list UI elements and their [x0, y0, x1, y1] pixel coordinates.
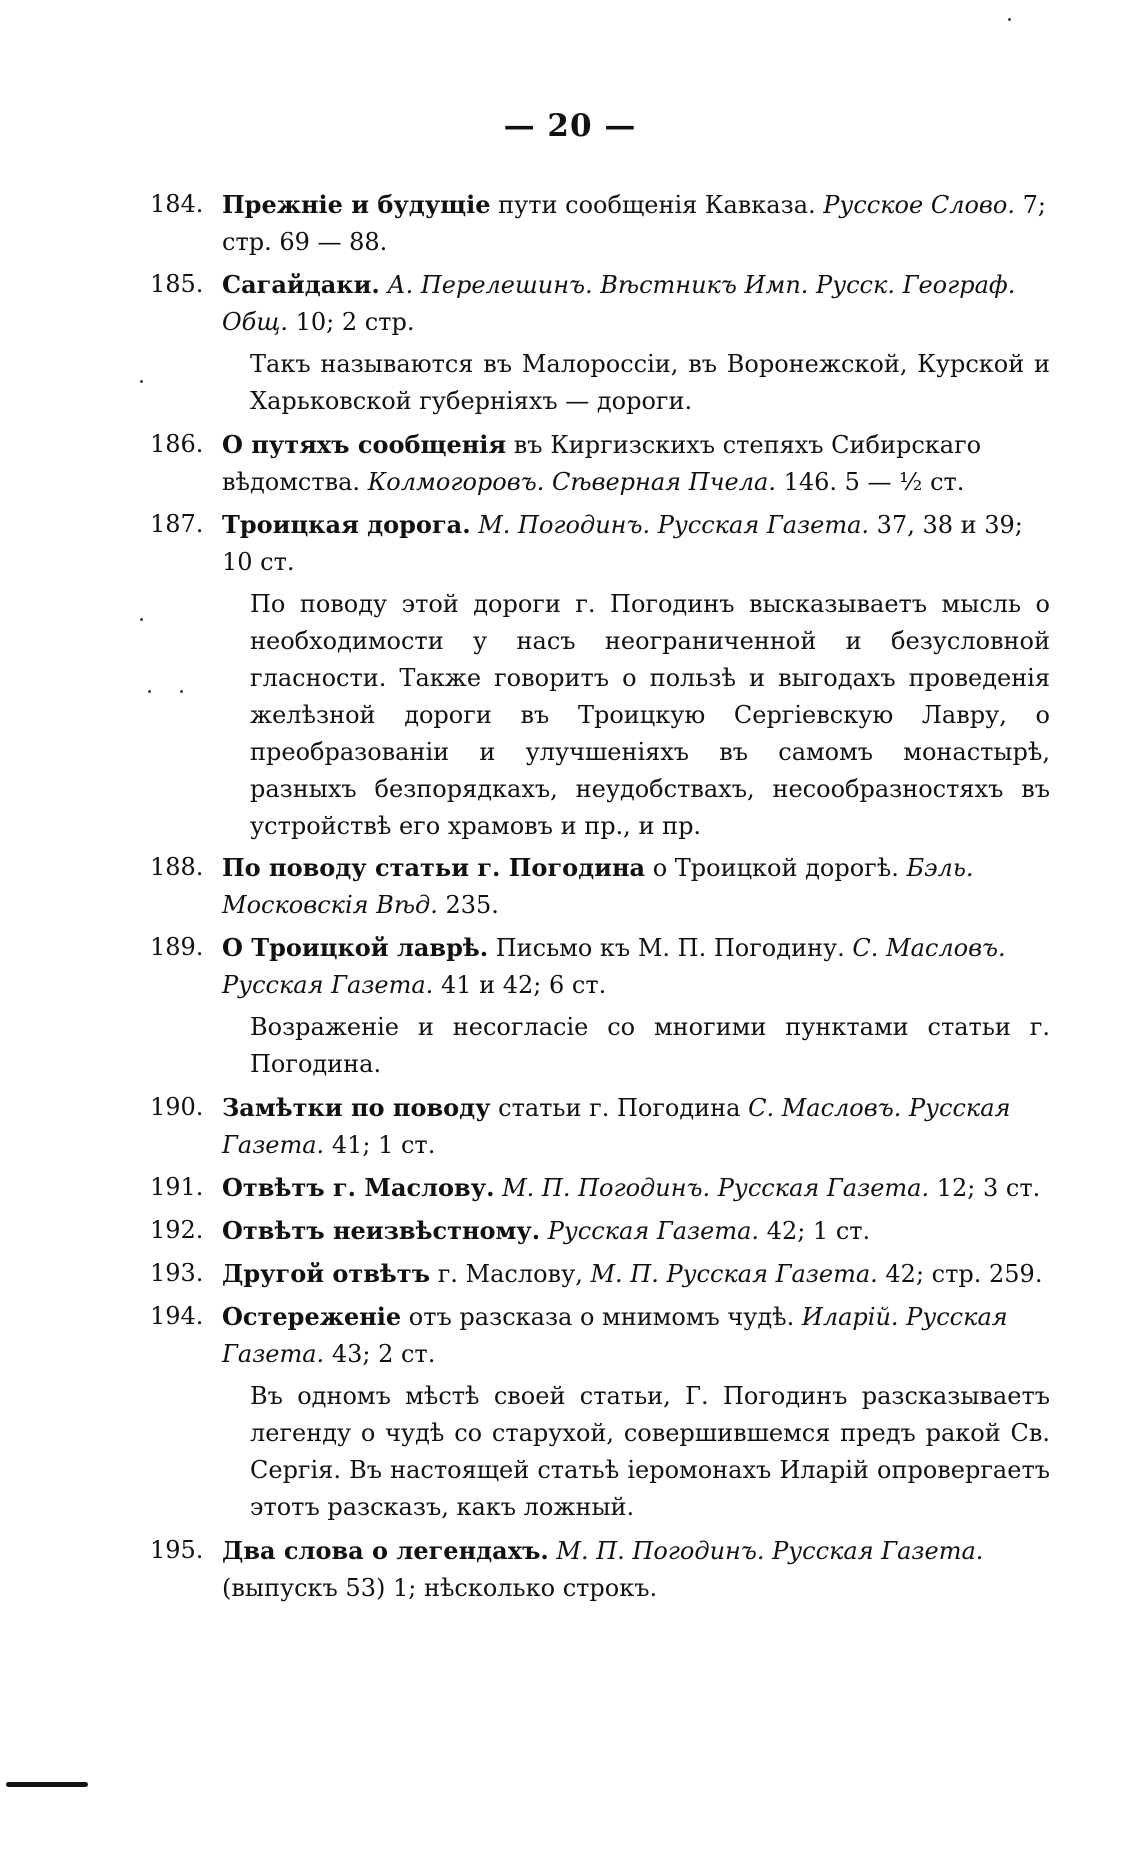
note-text: Въ одномъ мѣстѣ своей статьи, Г. Погодинъ разсказываетъ легенду о чудѣ со старухой, совершившемся предъ ракой Св. Сергія. Въ настоящей статьѣ іеромонахъ Иларій опровергаетъ этотъ разсказъ, какъ ложный. [250, 1382, 1050, 1521]
entry-number: 194. [150, 1302, 204, 1330]
entry-number: 193. [150, 1259, 204, 1287]
entry-author: М. Погодинъ. Русская Газета. [478, 511, 870, 539]
entry-text [540, 1217, 548, 1245]
entry-title: Сагайдаки. [222, 270, 380, 299]
entry-184 [150, 186, 1050, 261]
entry-details: 42; стр. 259. [877, 1260, 1043, 1288]
entry-194 [150, 1298, 1050, 1373]
entry-193 [150, 1255, 1050, 1293]
entry-author: С. Масловъ. Русская Газета. [222, 934, 1006, 999]
entry-187-note [150, 586, 1050, 845]
entry-author: М. П. Погодинъ. Русская Газета. [502, 1174, 930, 1202]
entry-number: 192. [150, 1216, 204, 1244]
bibliography-list [150, 186, 1050, 1612]
note-text: По поводу этой дороги г. Погодинъ высказываетъ мысль о необходимости у насъ неограниченной и безусловной гласности. Также говоритъ о пользѣ и выгодахъ проведенія желѣзной дороги въ Троицкую Сергіевскую Лавру, о преобразованіи и улучшеніяхъ въ самомъ монастырѣ, разныхъ безпорядкахъ, неудобствахъ, несообразностяхъ въ устройствѣ его храмовъ и пр., и пр. [250, 590, 1050, 840]
entry-number: 195. [150, 1536, 204, 1564]
entry-195 [150, 1532, 1050, 1607]
entry-title: Два слова о легендахъ. [222, 1536, 549, 1565]
print-speck [140, 380, 143, 383]
print-speck [1008, 18, 1011, 21]
print-speck [180, 690, 183, 693]
entry-text: отъ разсказа о мнимомъ чудѣ. [401, 1303, 802, 1331]
entry-188 [150, 849, 1050, 924]
page-number: — 20 — [503, 108, 637, 144]
entry-185-note [150, 346, 1050, 420]
entry-title: Отвѣтъ г. Маслову. [222, 1173, 495, 1202]
entry-author: М. П. Погодинъ. Русская Газета. [556, 1537, 984, 1565]
entry-text: пути сообщенія Кавказа. [490, 191, 824, 219]
entry-title: Троицкая дорога. [222, 510, 471, 539]
entry-number: 188. [150, 853, 204, 881]
entry-192 [150, 1212, 1050, 1250]
entry-189 [150, 929, 1050, 1004]
entry-title: О Троицкой лаврѣ. [222, 933, 489, 962]
entry-text: г. Маслову, [430, 1260, 591, 1288]
entry-194-note [150, 1378, 1050, 1526]
entry-189-note [150, 1009, 1050, 1083]
entry-number: 191. [150, 1173, 204, 1201]
entry-186 [150, 426, 1050, 501]
entry-text [494, 1174, 502, 1202]
entry-text: Письмо къ М. П. Погодину. [488, 934, 853, 962]
entry-details: 41; 1 ст. [324, 1131, 436, 1159]
entry-text: о Троицкой дорогѣ. [645, 854, 907, 882]
entry-author: Иларій. Русская Газета. [222, 1303, 1008, 1368]
entry-number: 190. [150, 1093, 204, 1121]
entry-author: Бэль. Московскія Вѣд. [222, 854, 974, 919]
entry-author: М. П. Русская Газета. [590, 1260, 878, 1288]
entry-title: Замѣтки по поводу [222, 1093, 491, 1122]
entry-details: 10; 2 стр. [287, 308, 415, 336]
note-text: Такъ называются въ Малороссіи, въ Воронежской, Курской и Харьковской губерніяхъ — дороги. [250, 350, 1050, 415]
entry-details: 42; 1 ст. [759, 1217, 871, 1245]
entry-number: 187. [150, 510, 204, 538]
entry-details: 7; стр. 69 — 88. [222, 191, 1046, 256]
entry-author: Колмогоровъ. Сѣверная Пчела. [367, 468, 776, 496]
entry-title: Другой отвѣтъ [222, 1259, 431, 1288]
entry-number: 189. [150, 933, 204, 961]
print-speck [140, 618, 143, 621]
entry-source: Русское Слово. [823, 191, 1015, 219]
entry-details: 41 и 42; 6 ст. [433, 971, 607, 999]
entry-details: 43; 2 ст. [324, 1340, 436, 1368]
entry-title: Прежніе и будущіе [222, 190, 491, 219]
print-speck [148, 690, 151, 693]
entry-title: Отвѣтъ неизвѣстному. [222, 1216, 541, 1245]
entry-details: 235. [437, 891, 499, 919]
entry-details: (выпускъ 53) 1; нѣсколько строкъ. [222, 1574, 658, 1602]
note-text: Возраженіе и несогласіе со многими пунктами статьи г. Погодина. [250, 1013, 1050, 1078]
entry-title: По поводу статьи г. Погодина [222, 853, 646, 882]
entry-details: 37, 38 и 39; 10 ст. [222, 511, 1023, 576]
entry-title: О путяхъ сообщенія [222, 430, 507, 459]
entry-number: 186. [150, 430, 204, 458]
entry-text: въ Киргизскихъ степяхъ Сибирскаго вѣдомства. [222, 431, 982, 496]
entry-details: 146. 5 — ½ ст. [775, 468, 965, 496]
entry-text: статьи г. Погодина [490, 1094, 749, 1122]
entry-author: С. Масловъ. Русская Газета. [222, 1094, 1011, 1159]
entry-author: Русская Газета. [547, 1217, 760, 1245]
margin-dash-mark [6, 1782, 88, 1787]
entry-title: Остереженіе [222, 1302, 402, 1331]
entry-details: 12; 3 ст. [929, 1174, 1041, 1202]
entry-author: А. Перелешинъ. Вѣстникъ Имп. Русск. Географ. Общ. [222, 271, 1016, 336]
entry-185 [150, 266, 1050, 341]
entry-191 [150, 1169, 1050, 1207]
entry-number: 185. [150, 270, 204, 298]
entry-190 [150, 1089, 1050, 1164]
entry-187 [150, 506, 1050, 581]
entry-number: 184. [150, 190, 204, 218]
